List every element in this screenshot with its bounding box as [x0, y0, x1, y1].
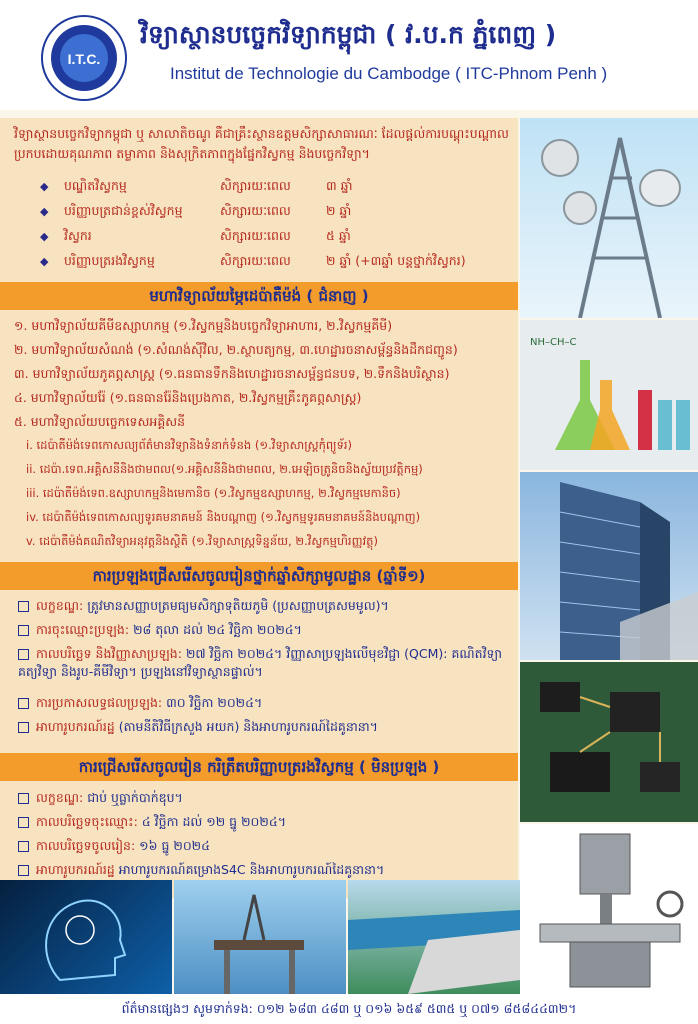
- faculty-item: ៣. មហាវិទ្យាល័យភូគព្ភសាស្ត្រ (១.ធនធានទឹកនិងហេដ្ឋារចនាសម្ព័ន្ធជនបទ, ២.ទឹកនិងបរិស្ថាន): [14, 366, 450, 381]
- diamond-bullet-icon: ◆: [40, 180, 49, 193]
- associate-item: កាលបរិច្ឆេទចូលរៀន: ១៦ ធ្នូ ២០២៤: [18, 837, 513, 855]
- checkbox-icon: [18, 722, 29, 733]
- checkbox-icon: [18, 698, 29, 709]
- checkbox-icon: [18, 865, 29, 876]
- exam-item: ការចុះឈ្មោះប្រឡង: ២៨ តុលា ដល់ ២៤ វិច្ឆិកា ២០២៤។: [18, 621, 513, 639]
- associate-item: អាហារូបករណ៍រដ្ឋ អាហារូបករណ៍គម្រោងS4C និងអាហារូបករណ៍ដៃគូនានា។: [18, 861, 513, 879]
- checkbox-icon: [18, 793, 29, 804]
- intro-text: វិទ្យាស្ថានបច្ចេកវិទ្យាកម្ពុជា ឬ សាលាតិចណូ គឺជាគ្រឹះស្ថានឧត្តមសិក្សាសាធារណៈ ដែលផ្តល់ការបណ្តុះបណ្តាលប្រកបដោយគុណភាព តម្លាភាព និងសុក្រិតភាពក្នុងផ្នែកវិស្វកម្ម និងបច្ចេកវិទ្យា។: [14, 126, 509, 161]
- faculty-item: ៤. មហាវិទ្យាល័យរ៉ែ (១.ធនធានរ៉ែនិងប្រេងកាត, ២.វិស្វកម្មគ្រឹះភូគព្ភសាស្ត្រ): [14, 390, 362, 405]
- circuit-board-image: [520, 662, 698, 822]
- department-item: iii. ដេប៉ាតឺម៉ង់ទេព.ឧស្សាហកម្មនិងមេកានិច (១.វិស្វកម្មឧស្សាហកម្ម, ២.វិស្វកម្មមេកានិច): [26, 486, 401, 500]
- building-image: [520, 472, 698, 660]
- diamond-bullet-icon: ◆: [40, 230, 49, 243]
- title-french: Institut de Technologie du Cambodge ( ITC-Phnom Penh ): [170, 64, 608, 83]
- svg-text:NH–CH–C: NH–CH–C: [530, 337, 577, 348]
- diamond-bullet-icon: ◆: [40, 205, 49, 218]
- program-item: ◆ បរិញ្ញាបត្រជាន់ខ្ពស់វិស្វកម្ម សិក្សារយៈពេល ២ ឆ្នាំ: [40, 203, 352, 218]
- checkbox-icon: [18, 817, 29, 828]
- milling-machine-image: [520, 824, 698, 994]
- exam-item: អាហារូបករណ៍រដ្ឋ (តាមនីតិវិធីក្រសួង អយក) និងអាហារូបករណ៍ដៃគូនានា។: [18, 718, 513, 736]
- associate-item: កាលបរិច្ឆេទចុះឈ្មោះ: ៤ វិច្ឆិកា ដល់ ១២ ធ្នូ ២០២៤។: [18, 813, 513, 831]
- program-item: ◆ បណ្ឌិតវិស្វកម្ម សិក្សារយៈពេល ៣ ឆ្នាំ: [40, 178, 353, 193]
- itc-logo: [40, 14, 128, 102]
- telecom-tower-image: [520, 118, 698, 318]
- faculty-item: ១. មហាវិទ្យាល័យគីមីឧស្សាហកម្ម (១.វិស្វកម្មនិងបច្ចេកវិទ្យាអាហារ, ២.វិស្វកម្មគីមី): [14, 318, 393, 333]
- faculty-item: ២. មហាវិទ្យាល័យសំណង់ (១.សំណង់ស៊ីវិល, ២.ស្ថាបត្យកម្ម, ៣.ហេដ្ឋារចនាសម្ព័ន្ធនិងដឹកជញ្ជូន): [14, 342, 458, 357]
- department-item: ii. ដេប៉ា.ទេព.អគ្គិសនីនិងថាមពល(១.អគ្គិសនីនិងថាមពល, ២.អេឡិចត្រូនិចនិងស្វ័យប្រវត្តិកម្ម): [26, 462, 423, 476]
- contact-footer: ព័ត៌មានផ្សេងៗ សូមទាក់ទង: ០១២ ៦៨៣ ៤៨៣ ឬ ០១៦ ៦៥៩ ៥៣៥ ឬ ០៧១ ៨៥៨៤៤៣២។: [0, 994, 698, 1024]
- checkbox-icon: [18, 625, 29, 636]
- faculty-item: ៥. មហាវិទ្យាល័យបច្ចេកទេសអគ្គិសនី: [14, 414, 186, 429]
- department-item: iv. ដេប៉ាតឺម៉ង់ទេពកោសល្យទូរគមនាគមន៍ និងបណ្តាញ (១.វិស្វកម្មទូរគមនាគមន៍និងបណ្តាញ): [26, 510, 421, 524]
- associate-item: លក្ខខណ្ឌ: ជាប់ ឬធ្លាក់បាក់ឌុប។: [18, 789, 513, 807]
- title-khmer: វិទ្យាស្ថានបច្ចេកវិទ្យាកម្ពុជា ( វ.ប.ក ភ្នំពេញ ): [140, 20, 557, 49]
- checkbox-icon: [18, 649, 29, 660]
- program-item: ◆ បរិញ្ញាបត្ររងវិស្វកម្ម សិក្សារយៈពេល ២ ឆ្នាំ (+៣ឆ្នាំ បន្តថ្នាក់វិស្វករ): [40, 253, 466, 268]
- exam-item: កាលបរិច្ឆេទ និងវិញ្ញាសាប្រឡង: ២៧ វិច្ឆិកា ២០២៤។ វិញ្ញាសាប្រឡងលើមុខវិជ្ជា (QCM): គណិតវិទ្យា គត្យវិទ្យា និងរូប-គីមីវិទ្យា។ ប្រឡងនៅវិទ្យាស្ថានផ្ទាល់។: [18, 646, 502, 679]
- dam-image: [348, 880, 520, 994]
- oil-rig-image: [174, 880, 346, 994]
- svg-text:I.T.C.: I.T.C.: [67, 51, 101, 67]
- exam-item: លក្ខខណ្ឌ: ត្រូវមានសញ្ញាបត្រមធ្យមសិក្សាទុតិយភូមិ (ប្រសញ្ញាបត្រសមមូល)។: [18, 597, 513, 615]
- checkbox-icon: [18, 601, 29, 612]
- checkbox-icon: [18, 841, 29, 852]
- program-item: ◆ វិស្វករ សិក្សារយៈពេល ៥ ឆ្នាំ: [40, 228, 351, 243]
- chemistry-image: [520, 320, 698, 470]
- faculties-banner: មហាវិទ្យាល័យម្ភៃដេប៉ាតឺម៉ង់ ( ជំនាញ ): [0, 282, 518, 310]
- diamond-bullet-icon: ◆: [40, 255, 49, 268]
- header: [0, 0, 698, 110]
- exam-banner: ការប្រឡងជ្រើសរើសចូលរៀនថ្នាក់ឆ្នាំសិក្សាមូលដ្ឋាន (ឆ្នាំទី១): [0, 562, 518, 590]
- ai-head-image: [0, 880, 172, 994]
- exam-item: ការប្រកាសលទ្ធផលប្រឡង: ៣០ វិច្ឆិកា ២០២៤។: [18, 694, 513, 712]
- department-item: v. ដេប៉ាតឺម៉ង់គណិតវិទ្យាអនុវត្តនិងស្ថិតិ (១.វិទ្យាសាស្ត្រទិន្នន័យ, ២.វិស្វកម្មហិរញ្ញវត្ថុ): [26, 534, 378, 548]
- department-item: i. ដេប៉ាតឺម៉ង់ទេពកោសល្យព័ត៌មានវិទ្យានិងទំនាក់ទំនង (១.វិទ្យាសាស្ត្រកុំព្យូទ័រ): [26, 438, 353, 452]
- associate-banner: ការជ្រើសរើសចូលរៀន ករិត្រឹតបរិញ្ញាបត្ររងវិស្វកម្ម ( មិនប្រឡង ): [0, 753, 518, 781]
